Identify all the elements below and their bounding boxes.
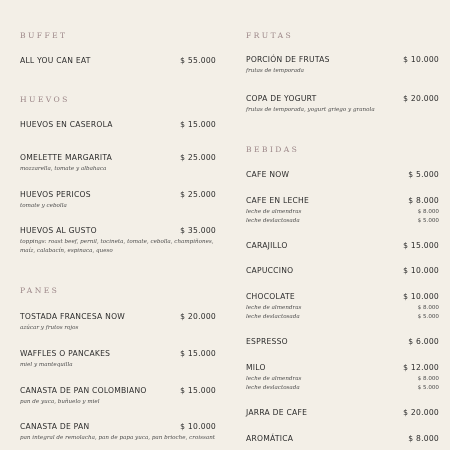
item-price: $ 25.000 [180,190,216,199]
item-description: toppings: roast beef, pernil, tocineta, tomate, cebolla, champiñones, maíz, calabacín, espinaca, queso [20,239,214,254]
menu-item-porcion-de-frutas [246,55,439,76]
item-description: pan de yuca, buñuelo y miel [20,399,100,405]
item-name: HUEVOS AL GUSTO [20,226,97,235]
item-name: CANASTA DE PAN COLOMBIANO [20,386,147,395]
option-price: $ 8.000 [417,376,439,382]
item-option-row [246,375,439,383]
item-description: mozzarella, tomate y albahaca [20,166,107,172]
menu-item-jarra-de-cafe [246,408,439,417]
menu-item-tostada-francesa [20,312,216,333]
section-title-panes: PANES [20,286,60,295]
menu-item-cafe-now [246,170,439,179]
menu-item-carajillo [246,241,439,250]
section-title-frutas: FRUTAS [246,31,294,40]
item-name: HUEVOS PERICOS [20,190,91,199]
menu-item-milo [246,363,439,393]
item-price: $ 5.000 [408,170,439,179]
item-name: CARAJILLO [246,241,288,250]
item-name: COPA DE YOGURT [246,94,317,103]
menu-item-huevos-en-caserola [20,120,216,129]
menu-item-aromatica [246,434,439,443]
option-price: $ 5.000 [417,314,439,321]
item-description: frutas de temporada [246,68,304,74]
item-name: HUEVOS EN CASEROLA [20,120,113,129]
menu-item-huevos-pericos [20,190,216,211]
option-name: leche de almendras [246,209,302,215]
item-price: $ 10.000 [403,55,439,64]
option-name: leche de almendras [246,305,302,311]
item-name: CAPUCCINO [246,266,294,275]
item-price: $ 55.000 [180,56,216,65]
item-option-row [246,384,439,392]
item-price: $ 15.000 [403,241,439,250]
item-option-row [246,217,439,225]
item-name: OMELETTE MARGARITA [20,153,113,162]
menu-item-canasta-de-pan [20,422,216,443]
option-name: leche deslactosada [246,218,300,225]
item-price: $ 12.000 [403,363,439,372]
option-price: $ 8.000 [417,209,439,215]
item-name: TOSTADA FRANCESA NOW [20,312,126,321]
item-description: azúcar y frutos rojos [20,325,79,331]
option-price: $ 5.000 [417,218,439,225]
item-name: CAFE EN LECHE [246,196,310,205]
item-price: $ 20.000 [180,312,216,321]
item-price: $ 15.000 [180,349,216,358]
option-name: leche de almendras [246,376,302,382]
option-price: $ 8.000 [417,305,439,311]
option-name: leche deslactosada [246,385,300,392]
item-description: miel y mantequilla [20,362,73,368]
menu-item-cafe-en-leche [246,196,439,226]
item-price: $ 25.000 [180,153,216,162]
option-price: $ 5.000 [417,385,439,392]
item-name: CAFE NOW [246,170,290,179]
item-price: $ 10.000 [403,292,439,301]
menu-item-capuccino [246,266,439,275]
item-name: AROMÁTICA [246,434,294,443]
item-price: $ 10.000 [403,266,439,275]
item-option-row [246,304,439,312]
menu-item-huevos-al-gusto [20,226,216,255]
section-title-bebidas: BEBIDAS [246,145,300,154]
item-name: CANASTA DE PAN [20,422,90,431]
item-option-row [246,313,439,321]
menu-item-omelette-margarita [20,153,216,174]
menu-item-chocolate [246,292,439,322]
item-price: $ 35.000 [180,226,216,235]
item-price: $ 15.000 [180,120,216,129]
menu-item-copa-de-yogurt [246,94,439,115]
menu-item-waffles-o-pancakes [20,349,216,370]
item-description: pan integral de remolacha, pan de papa yuca, pan brioche, croissant [20,435,216,441]
section-title-buffet: BUFFET [20,31,68,40]
item-option-row [246,208,439,216]
menu-item-espresso [246,337,439,346]
item-name: JARRA DE CAFE [246,408,308,417]
menu-item-all-you-can-eat [20,56,216,65]
item-name: WAFFLES O PANCAKES [20,349,111,358]
item-name: PORCIÓN DE FRUTAS [246,55,330,64]
menu-item-canasta-pan-colombiano [20,386,216,407]
item-price: $ 20.000 [403,408,439,417]
item-description: tomate y cebolla [20,203,67,209]
item-name: ALL YOU CAN EAT [20,56,91,65]
item-price: $ 10.000 [180,422,216,431]
item-price: $ 8.000 [408,434,439,443]
section-title-huevos: HUEVOS [20,95,70,104]
item-price: $ 8.000 [408,196,439,205]
option-name: leche deslactosada [246,314,300,321]
item-price: $ 20.000 [403,94,439,103]
item-description: frutas de temporada, yogurt griego y granola [246,107,375,113]
item-name: MILO [246,363,266,372]
item-name: CHOCOLATE [246,292,295,301]
item-price: $ 15.000 [180,386,216,395]
item-price: $ 6.000 [408,337,439,346]
item-name: ESPRESSO [246,337,288,346]
